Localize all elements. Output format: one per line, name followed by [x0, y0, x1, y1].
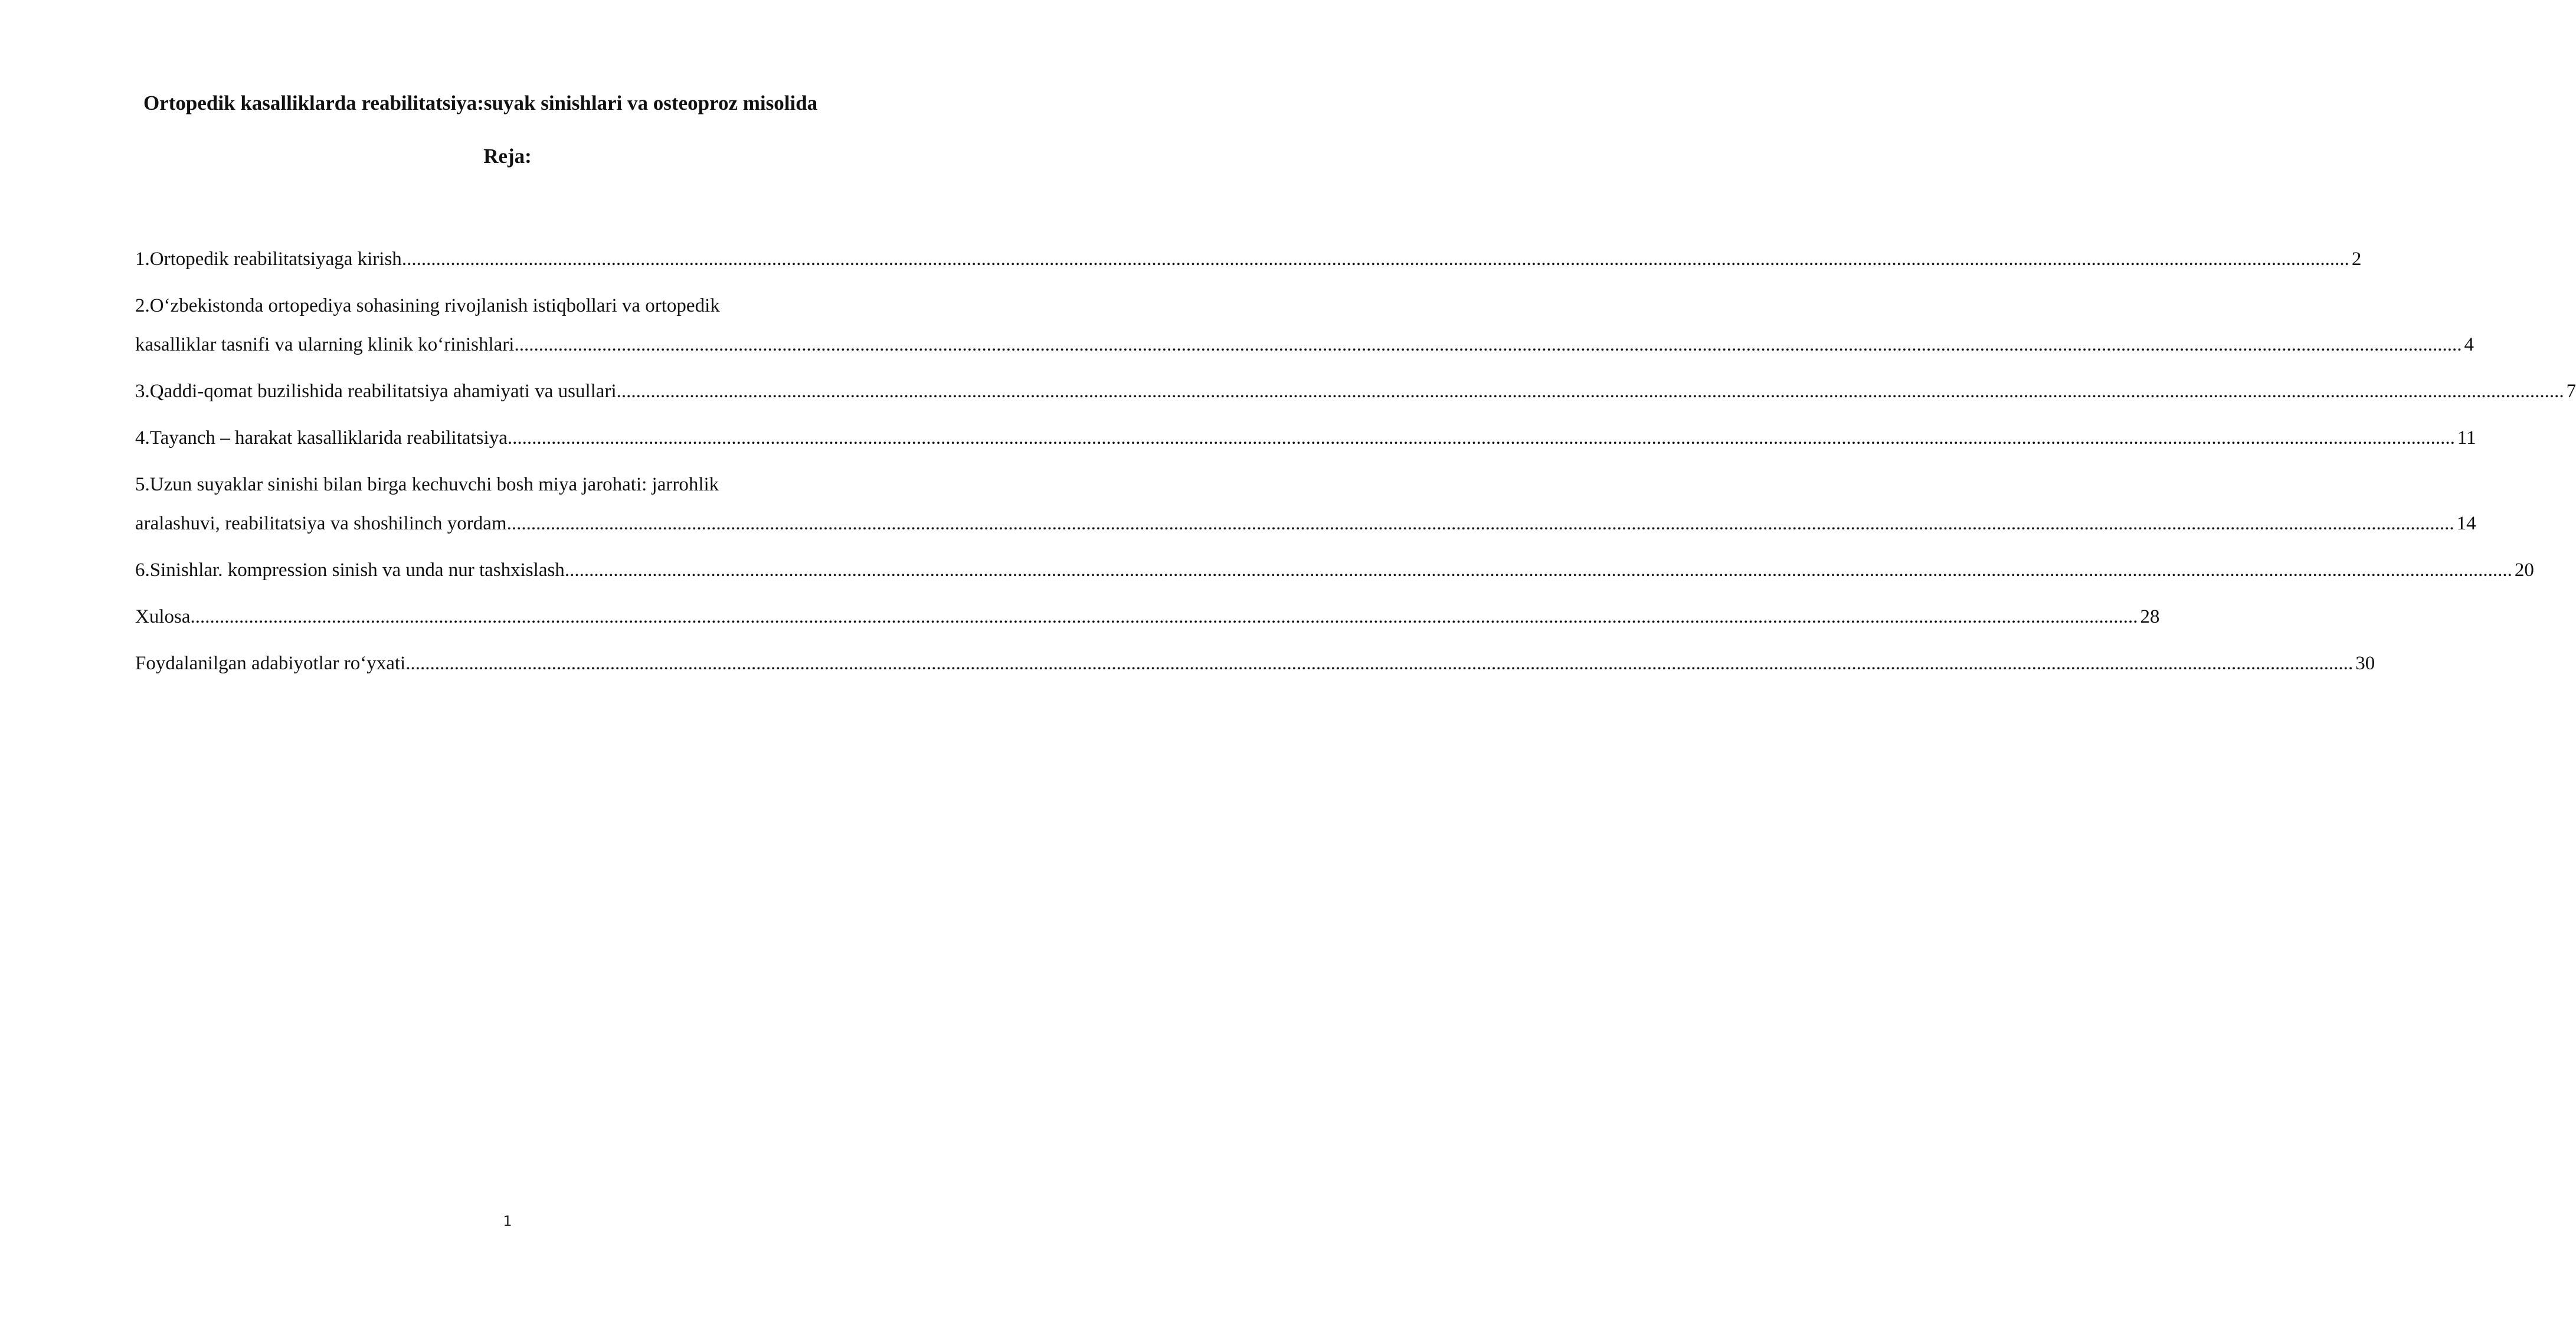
toc-entry-line [135, 378, 2576, 405]
page-number: 1 [503, 1213, 512, 1229]
toc-dot-leader: ................................................................................................................................................................................................................................................................................................................................................................................................................ [190, 606, 2138, 627]
toc-entry[interactable] [135, 557, 2534, 584]
toc-entry-line [135, 510, 2476, 537]
toc-entry-text: Foydalanilgan adabiyotlar ro‘yxati [135, 653, 406, 674]
toc-entry-line [135, 292, 879, 319]
toc-entry-text: 2.O‘zbekistonda ortopediya sohasining rivojlanish istiqbollari va ortopedik [135, 295, 720, 316]
toc-entry[interactable] [135, 650, 2375, 677]
toc-page-number: 7 [2566, 381, 2576, 402]
toc-entry[interactable] [135, 246, 2362, 273]
toc-entry-text: 3.Qaddi-qomat buzilishida reabilitatsiya ahamiyati va usullari [135, 381, 617, 402]
toc-entry-text: 1.Ortopedik reabilitatsiyaga kirish [135, 248, 402, 270]
toc-entry[interactable] [135, 424, 2476, 451]
toc-dot-leader: ................................................................................................................................................................................................................................................................................................................................................................................................................ [564, 559, 2512, 581]
toc-page-number: 4 [2464, 334, 2474, 355]
toc-entry-text: kasalliklar tasnifi va ularning klinik ko‘rinishlari [135, 334, 515, 355]
toc-page-number: 11 [2457, 427, 2476, 449]
toc-dot-leader: ................................................................................................................................................................................................................................................................................................................................................................................................................ [506, 513, 2454, 534]
toc-entry-line [135, 603, 2160, 630]
toc-dot-leader: ................................................................................................................................................................................................................................................................................................................................................................................................................ [405, 653, 2354, 674]
toc-page-number: 28 [2140, 606, 2160, 627]
toc-entry-text: Xulosa [135, 606, 191, 627]
toc-entry-line [135, 424, 2476, 451]
toc-dot-leader: ................................................................................................................................................................................................................................................................................................................................................................................................................ [616, 381, 2564, 402]
toc-page-number: 14 [2456, 513, 2476, 534]
toc-page-number: 20 [2514, 559, 2534, 581]
toc-entry[interactable] [135, 471, 2476, 537]
toc-entry-line [135, 557, 2534, 584]
toc-entry-text: 5.Uzun suyaklar sinishi bilan birga kechuvchi bosh miya jarohati: jarrohlik [135, 474, 719, 495]
plan-heading: Reja: [483, 145, 532, 168]
toc-entry-text: 6.Sinishlar. kompression sinish va unda nur tashxislash [135, 559, 565, 581]
document-title: Ortopedik kasalliklarda reabilitatsiya:suyak sinishlari va osteoproz misolida [143, 91, 818, 114]
toc-entry-line [135, 331, 2474, 358]
toc-entry[interactable] [135, 603, 2160, 630]
toc-dot-leader: ................................................................................................................................................................................................................................................................................................................................................................................................................ [401, 248, 2349, 270]
toc-entry[interactable] [135, 378, 2576, 405]
toc-dot-leader: ................................................................................................................................................................................................................................................................................................................................................................................................................ [507, 427, 2455, 449]
toc-page-number: 2 [2351, 248, 2362, 270]
toc-page-number: 30 [2355, 653, 2375, 674]
toc-entry[interactable] [135, 292, 2474, 358]
toc-entry-line [135, 471, 879, 498]
toc-entry-line [135, 246, 2362, 273]
toc-entry-text: 4.Tayanch – harakat kasalliklarida reabilitatsiya [135, 427, 508, 449]
table-of-contents [135, 246, 2576, 696]
toc-dot-leader: ................................................................................................................................................................................................................................................................................................................................................................................................................ [514, 334, 2462, 355]
toc-entry-text: aralashuvi, reabilitatsiya va shoshilinch yordam [135, 513, 507, 534]
toc-entry-line [135, 650, 2375, 677]
